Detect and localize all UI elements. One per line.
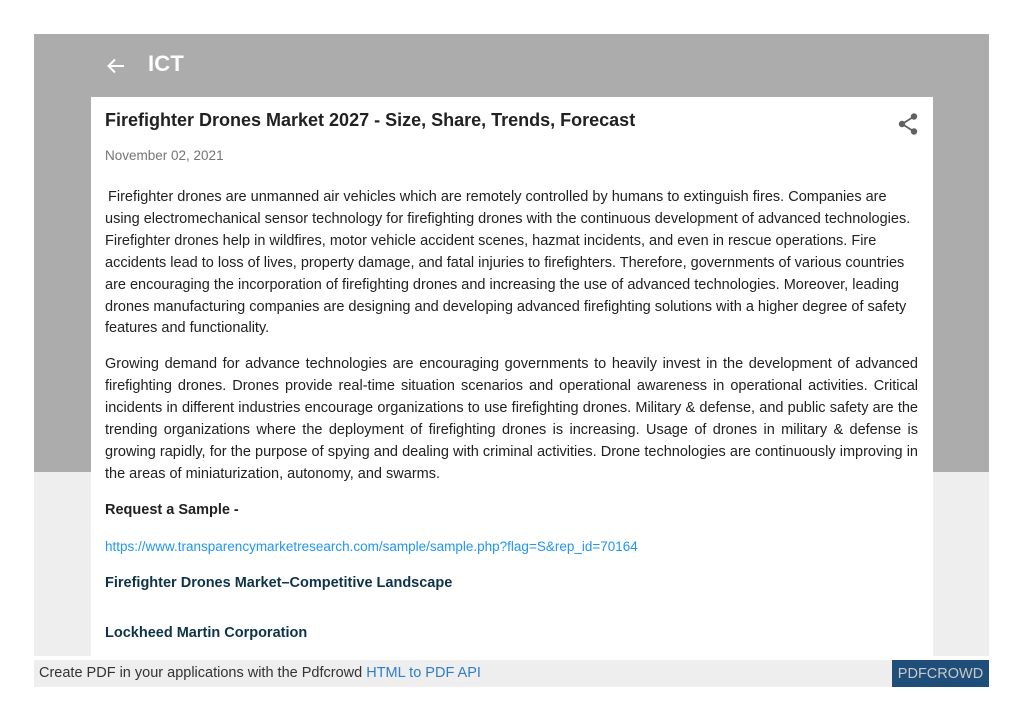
footer-text <box>39 665 481 681</box>
blog-title[interactable]: ICT <box>148 51 185 76</box>
footer-prefix: Create PDF in your applications with the Pdfcrowd <box>39 665 363 681</box>
page-frame <box>34 34 989 656</box>
pdfcrowd-badge[interactable]: PDFCROWD <box>892 660 989 687</box>
paragraph-demand: Growing demand for advance technologies are encouraging governments to heavily invest in the development of advanced firefighting drones. Drones provide real-time situation scenarios and operational awareness in operational activities. Critical incidents in different industries encourage organizations to use firefighting drones. Military & defense, and public safety are the trending organizations where the deployment of firefighting drones is increasing. Usage of drones in military & defense is growing rapidly, for the purpose of spying and dealing with criminal activities. Drone technologies are continuously improving in the areas of miniaturization, autonomy, and swarms. <box>105 356 918 482</box>
post-body <box>105 187 918 656</box>
post-title: Firefighter Drones Market 2027 - Size, Share, Trends, Forecast <box>105 110 636 130</box>
company-name: Lockheed Martin Corporation <box>105 624 308 641</box>
footer-api-link[interactable]: HTML to PDF API <box>366 665 481 681</box>
pdf-footer <box>34 660 989 687</box>
post-date: November 02, 2021 <box>105 148 224 163</box>
post-card <box>91 97 933 656</box>
competitive-landscape-heading: Firefighter Drones Market–Competitive Landscape <box>105 574 453 591</box>
share-icon[interactable] <box>897 112 919 136</box>
arrow-left-icon[interactable] <box>105 55 127 77</box>
paragraph-intro: Firefighter drones are unmanned air vehicles which are remotely controlled by humans to extinguish fires. Companies are using electromechanical sensor technology for firefighting drones with the continuous development of advanced technologies. Firefighter drones help in wildfires, motor vehicle accident scenes, hazmat incidents, and even in rescue operations. Fire accidents lead to loss of lives, property damage, and fatal injuries to firefighters. Therefore, governments of various countries are encouraging the incorporation of firefighting drones and increasing the use of advanced technologies. Moreover, leading drones manufacturing companies are designing and developing advanced firefighting solutions with a higher degree of safety features and functionality. <box>105 189 911 337</box>
request-sample-label: Request a Sample - <box>105 501 239 518</box>
sample-link[interactable]: https://www.transparencymarketresearch.com/sample/sample.php?flag=S&rep_id=70164 <box>105 538 638 554</box>
